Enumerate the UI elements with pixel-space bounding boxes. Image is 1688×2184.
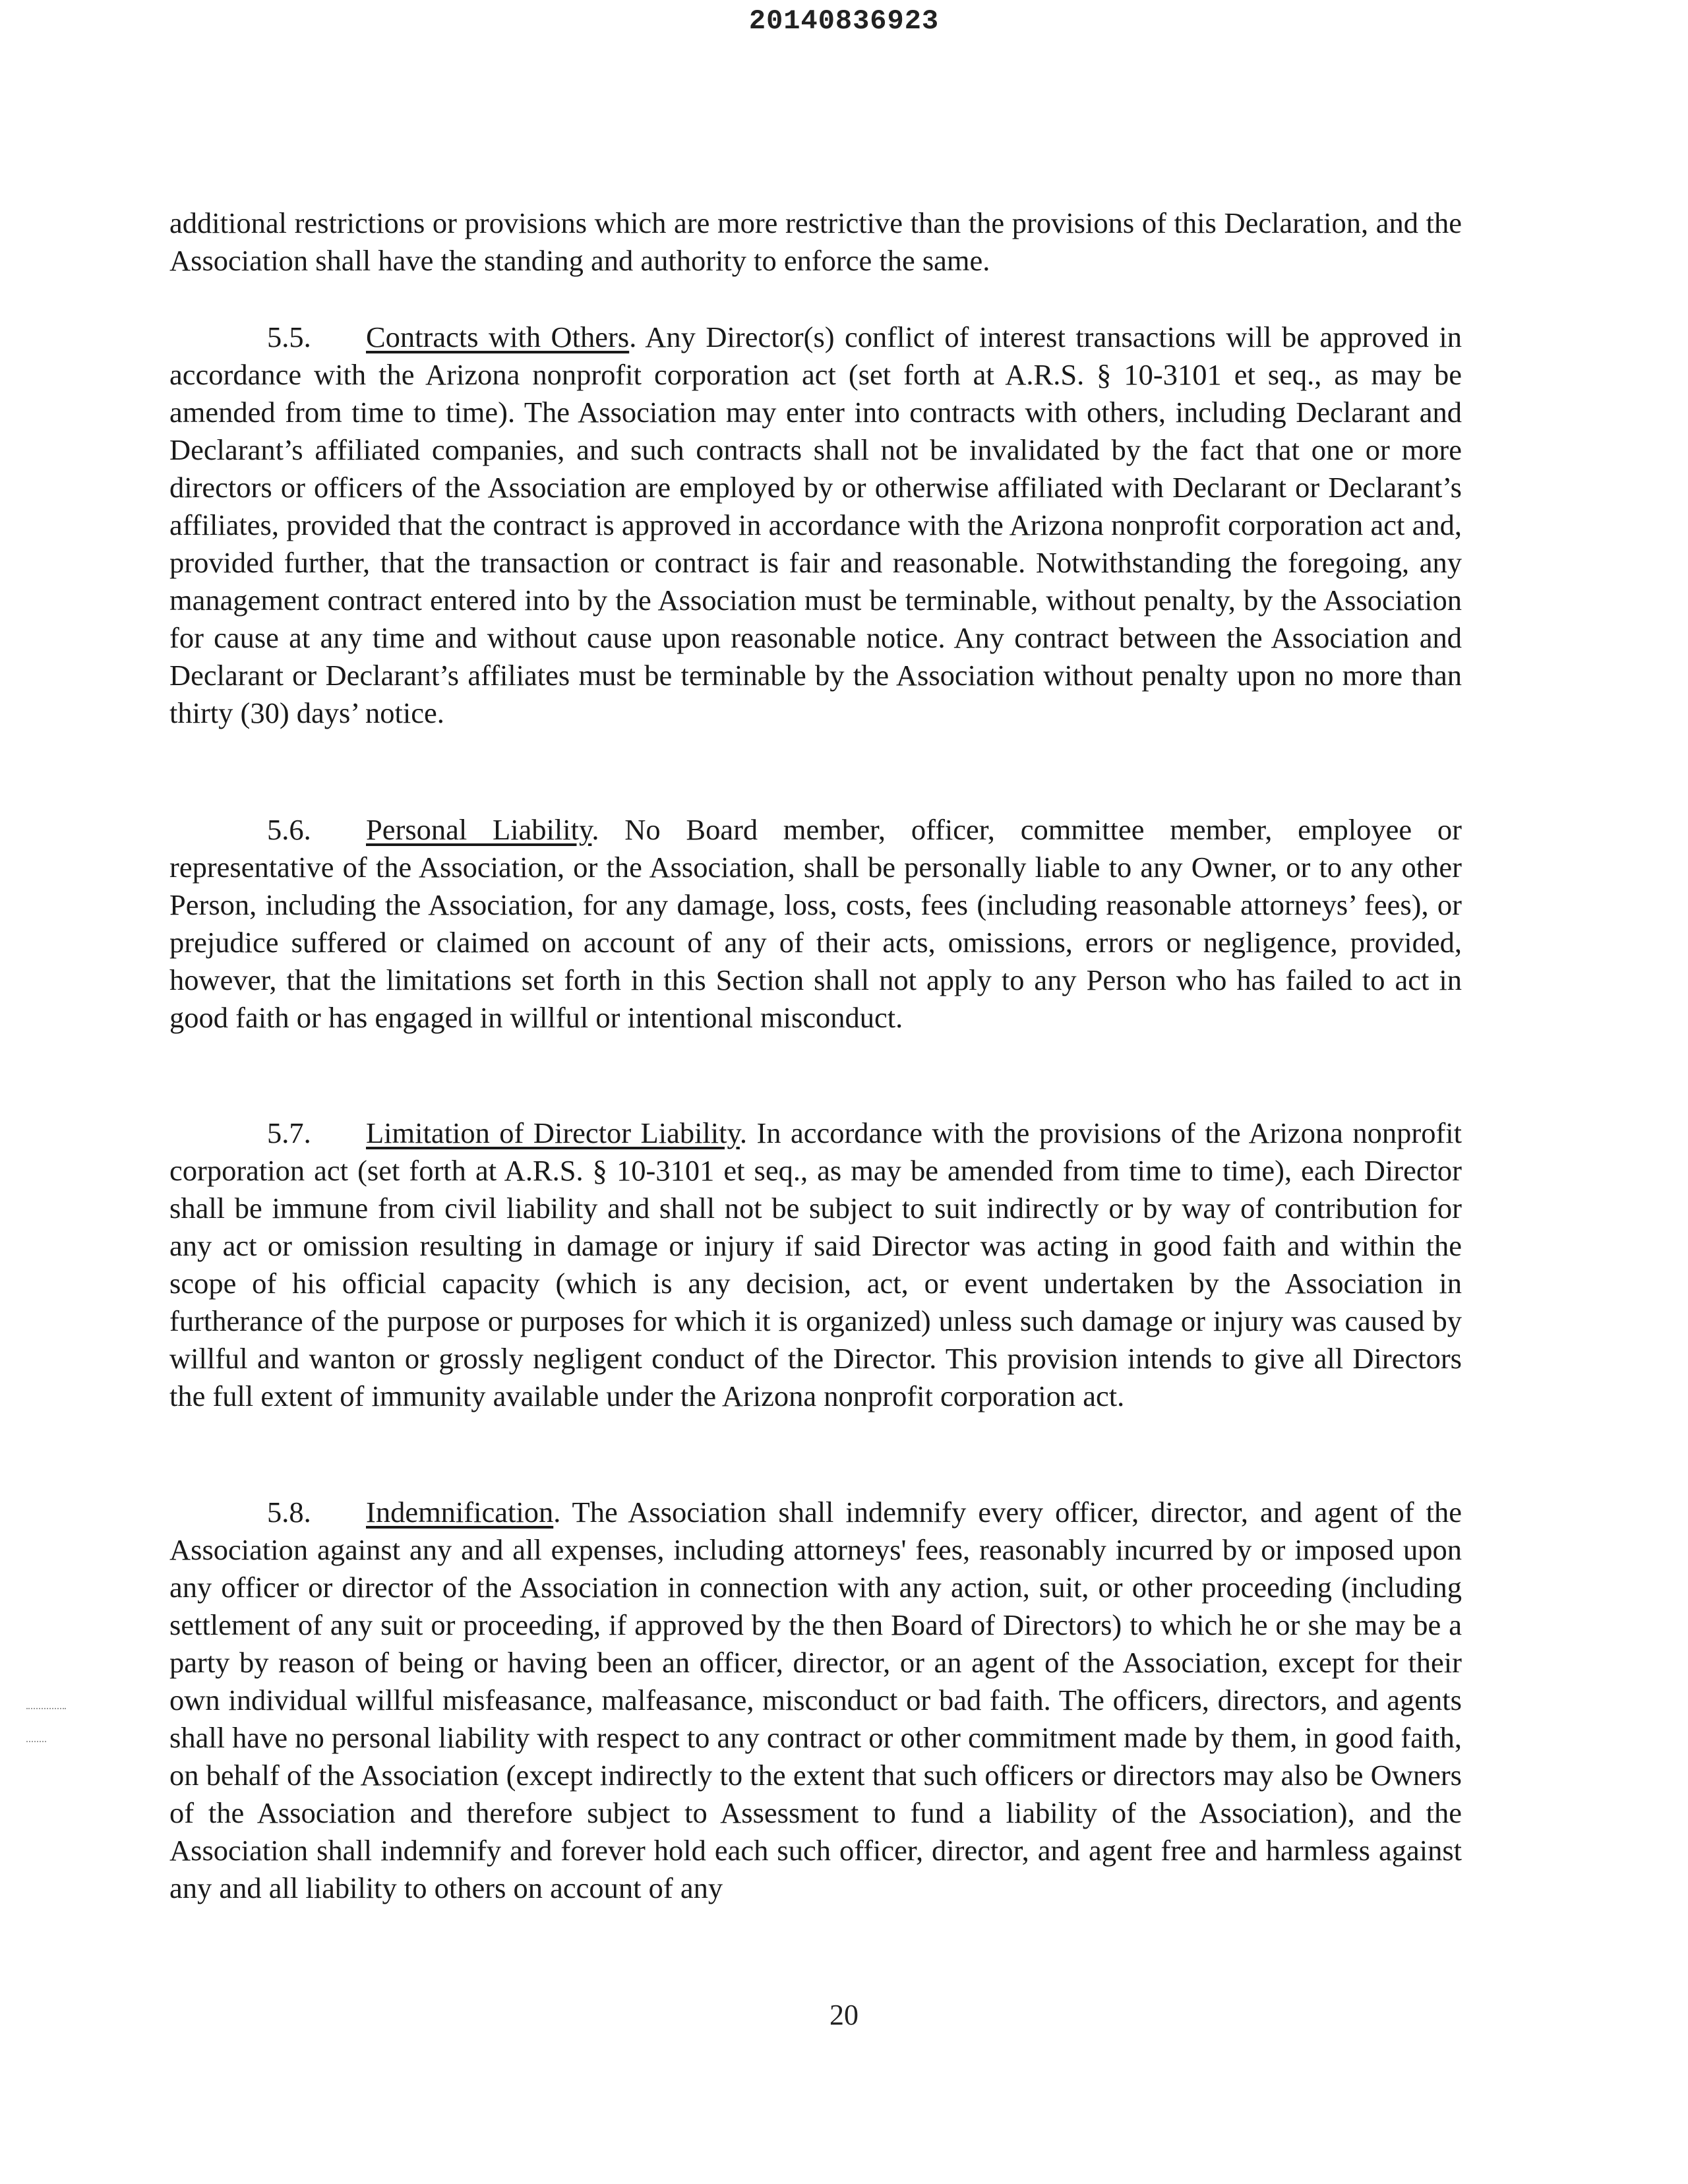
scan-margin-mark	[26, 1741, 46, 1742]
scan-margin-mark	[26, 1708, 66, 1709]
section-5-5	[169, 318, 1462, 732]
section-number: 5.6.	[267, 813, 311, 846]
section-5-7	[169, 1114, 1462, 1415]
section-body: . In accordance with the provisions of the Arizona nonprofit corporation act (set forth at A.R.S. § 10-3101 et seq., as may be amended from time to time), each Director shall be immune from civil liability and shall not be subject to suit indirectly or by way of contribution for any act or omission resulting in damage or injury if said Director was acting in good faith and within the scope of his official capacity (which is any decision, act, or event undertaken by the Association in furtherance of the purpose or purposes for which it is organized) unless such damage or injury was caused by willful and wanton or grossly negligent conduct of the Director. This provision intends to give all Directors the full extent of immunity available under the Arizona nonprofit corporation act.	[169, 1116, 1462, 1412]
section-body: . The Association shall indemnify every officer, director, and agent of the Association against any and all expenses, including attorneys' fees, reasonably incurred by or imposed upon any officer or director of the Association in connection with any action, suit, or other proceeding (including settlement of any suit or proceeding, if approved by the then Board of Directors) to which he or she may be a party by reason of being or having been an officer, director, or an agent of the Association, except for their own individual willful misfeasance, malfeasance, misconduct or bad faith. The officers, directors, and agents shall have no personal liability with respect to any contract or other commitment made by them, in good faith, on behalf of the Association (except indirectly to the extent that such officers or directors may also be Owners of the Association and therefore subject to Assessment to fund a liability of the Association), and the Association shall indemnify and forever hold each such officer, director, and agent free and harmless against any and all liability to others on account of any	[169, 1496, 1462, 1904]
section-title: Contracts with Others	[366, 320, 630, 353]
section-body: . Any Director(s) conflict of interest transactions will be approved in accordance with the Arizona nonprofit corporation act (set forth at A.R.S. § 10-3101 et seq., as may be amended from time to time). The Association may enter into contracts with others, including Declarant and Declarant’s affiliated companies, and such contracts shall not be invalidated by the fact that one or more directors or officers of the Association are employed by or otherwise affiliated with Declarant or Declarant’s affiliates, provided that the contract is approved in accordance with the Arizona nonprofit corporation act and, provided further, that the transaction or contract is fair and reasonable. Notwithstanding the foregoing, any management contract entered into by the Association must be terminable, without penalty, by the Association for cause at any time and without cause upon reasonable notice. Any contract between the Association and Declarant or Declarant’s affiliates must be terminable by the Association without penalty upon no more than thirty (30) days’ notice.	[169, 320, 1462, 729]
section-title: Limitation of Director Liability	[366, 1116, 740, 1149]
page-number: 20	[829, 1999, 859, 2031]
paragraph-intro: additional restrictions or provisions which are more restrictive than the provisions of this Declaration, and the Association shall have the standing and authority to enforce the same.	[169, 206, 1462, 277]
section-body: . No Board member, officer, committee member, employee or representative of the Association, or the Association, shall be personally liable to any Owner, or to any other Person, including the Association, for any damage, loss, costs, fees (including reasonable attorneys’ fees), or prejudice suffered or claimed on account of any of their acts, omissions, errors or negligence, provided, however, that the limitations set forth in this Section shall not apply to any Person who has failed to act in good faith or has engaged in willful or intentional misconduct.	[169, 813, 1462, 1034]
section-number: 5.8.	[267, 1496, 311, 1529]
section-number: 5.5.	[267, 320, 311, 353]
section-5-8	[169, 1494, 1462, 1907]
document-number: 20140836923	[748, 5, 940, 37]
section-number: 5.7.	[267, 1116, 311, 1149]
section-5-6	[169, 811, 1462, 1037]
section-title: Indemnification	[366, 1496, 554, 1529]
section-title: Personal Liability	[366, 813, 592, 846]
